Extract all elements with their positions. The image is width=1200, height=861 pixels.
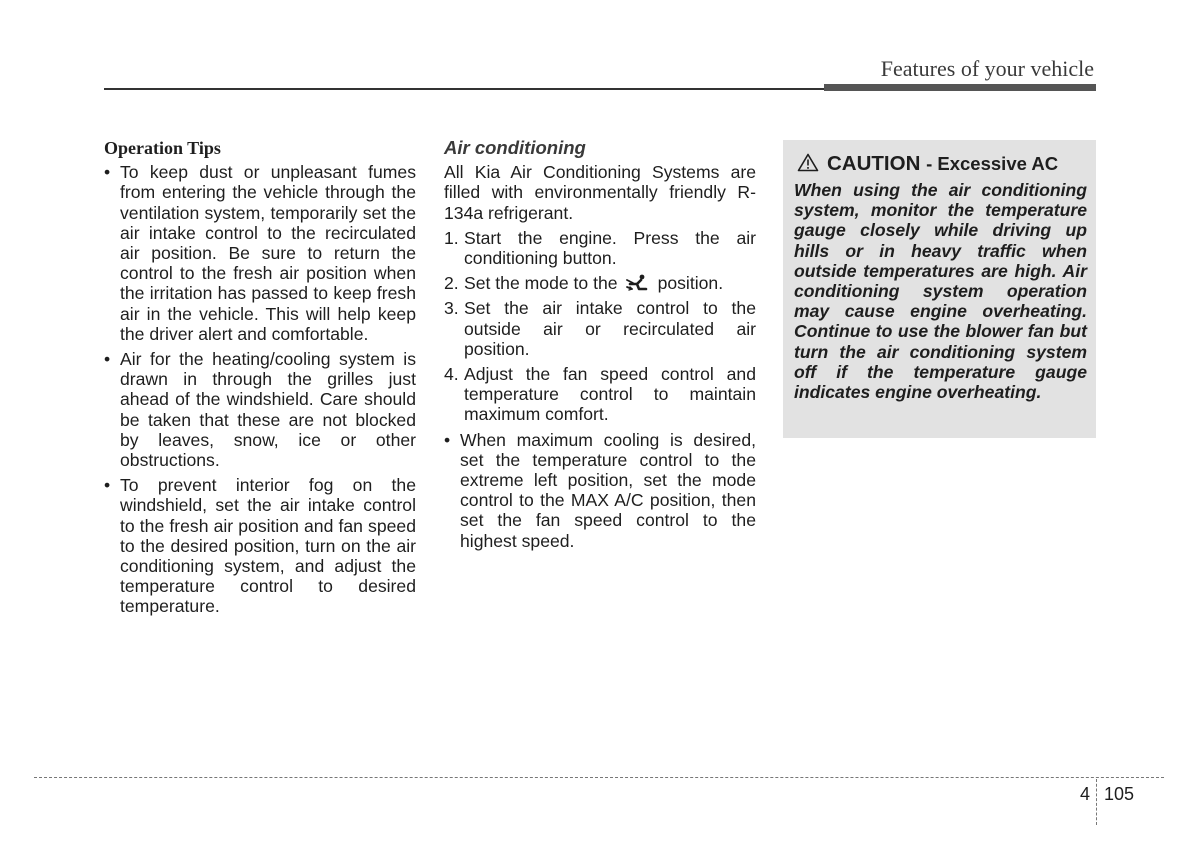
operation-tips-column bbox=[104, 138, 416, 622]
step-text-after: position. bbox=[657, 273, 724, 294]
step-item bbox=[444, 364, 756, 425]
operation-tips-heading: Operation Tips bbox=[104, 138, 221, 158]
list-item bbox=[104, 475, 416, 616]
caution-subtitle: - Excessive AC bbox=[926, 153, 1059, 174]
list-item bbox=[444, 430, 756, 551]
list-item bbox=[104, 349, 416, 470]
header-title: Features of your vehicle bbox=[880, 56, 1094, 81]
bullet-mark: • bbox=[104, 162, 111, 183]
step-text: Set the air intake control to the outside air or recirculated air position. bbox=[464, 298, 756, 359]
step-text bbox=[464, 273, 756, 293]
air-conditioning-heading: Air conditioning bbox=[444, 137, 586, 158]
footer-rule bbox=[34, 777, 1164, 778]
step-item bbox=[444, 273, 756, 293]
air-conditioning-intro: All Kia Air Conditioning Systems are filled with environmentally friendly R-134a refrigerant. bbox=[444, 162, 756, 223]
warning-triangle-icon bbox=[797, 153, 819, 172]
list-item-text: Air for the heating/cooling system is drawn in through the grilles just ahead of the windshield. Care should be taken that these are not blocked by leaves, snow, ice or other obstructions. bbox=[120, 349, 416, 471]
chapter-number: 4 bbox=[1080, 784, 1091, 804]
header-rule bbox=[104, 88, 824, 90]
step-number: 3. bbox=[444, 298, 459, 319]
list-item-text: To keep dust or unpleasant fumes from entering the vehicle through the ventilation system, temporarily set the air intake control to the recirculated air position. Be sure to return the control to the fresh air position when the irritation has passed to keep fresh air in the vehicle. This will help keep the driver alert and comfortable. bbox=[120, 162, 416, 344]
list-item bbox=[104, 162, 416, 344]
step-text: Adjust the fan speed control and temperature control to maintain maximum comfort. bbox=[464, 364, 756, 425]
header-rule-accent bbox=[824, 84, 1096, 91]
step-text: Start the engine. Press the air conditioning button. bbox=[464, 227, 756, 269]
caution-label: CAUTION bbox=[827, 152, 921, 175]
step-number: 1. bbox=[444, 227, 459, 248]
page-number: 105 bbox=[1104, 784, 1135, 804]
step-number: 4. bbox=[444, 364, 459, 385]
step-item bbox=[444, 298, 756, 359]
step-text-before: Set the mode to the bbox=[464, 273, 618, 294]
air-conditioning-column bbox=[444, 138, 756, 556]
list-item-text: When maximum cooling is desired, set the temperature control to the extreme left position, set the mode control to the MAX A/C position, then set the fan speed control to the highest speed. bbox=[460, 429, 756, 551]
bullet-mark: • bbox=[104, 349, 111, 370]
bullet-mark: • bbox=[444, 429, 451, 450]
list-item-text: To prevent interior fog on the windshield, set the air intake control to the fresh air position and fan speed to the desired position, turn on the air conditioning system, and adjust the temperature control to desired temperature. bbox=[120, 475, 416, 617]
step-item bbox=[444, 228, 756, 268]
footer-divider bbox=[1096, 779, 1097, 825]
step-number: 2. bbox=[444, 273, 459, 294]
caution-title bbox=[797, 152, 1058, 176]
bullet-mark: • bbox=[104, 475, 111, 496]
caution-box bbox=[783, 140, 1096, 438]
caution-body: When using the air conditioning system, monitor the temperature gauge closely while driving up hills or in heavy traffic when outside temperatures are high. Air conditioning system operation may cause engine overheating. Continue to use the blower fan but turn the air conditioning system off if the temperature gauge indicates engine overheating. bbox=[794, 180, 1087, 403]
floor-vent-mode-icon bbox=[624, 274, 652, 292]
